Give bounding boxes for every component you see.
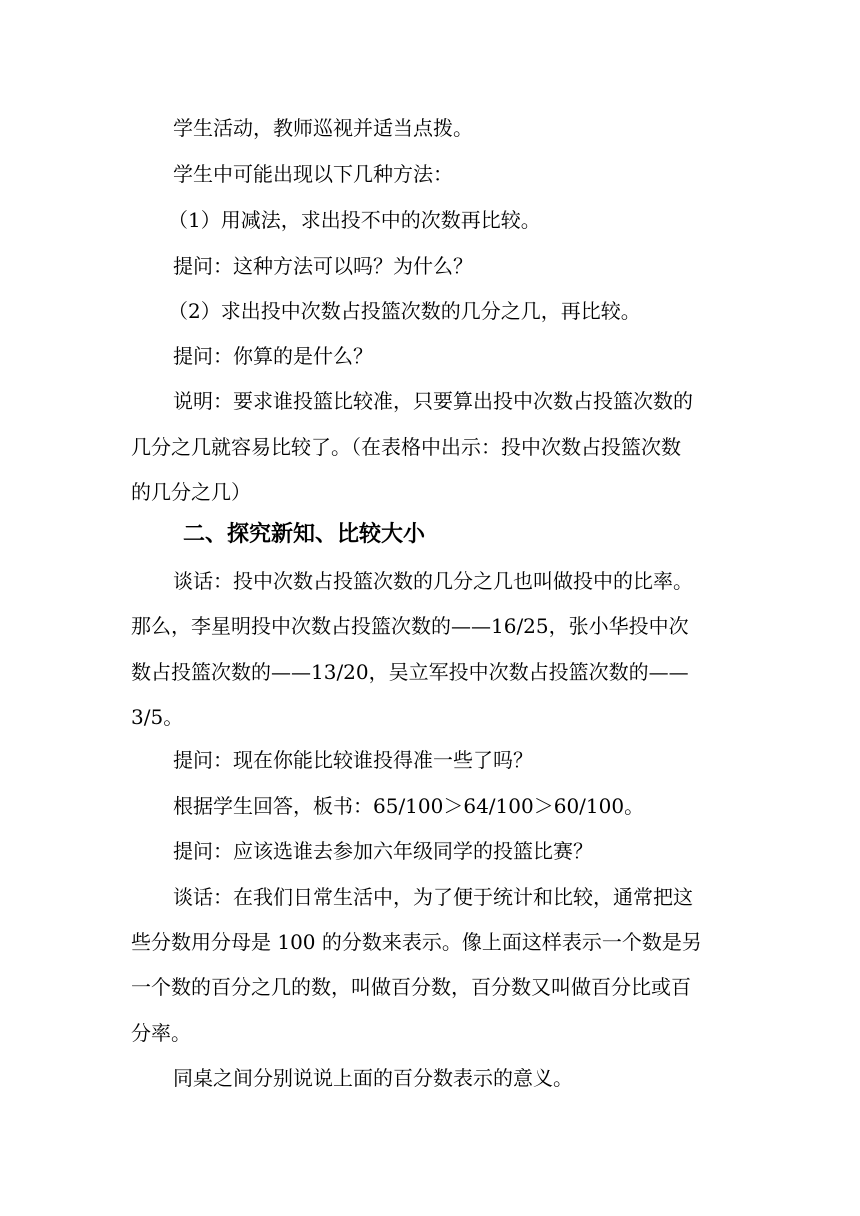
paragraph-ratio-line-1: 谈话：投中次数占投篮次数的几分之几也叫做投中的比率。	[173, 569, 693, 593]
section-heading: 二、探究新知、比较大小	[183, 522, 426, 547]
paragraph-board-writing: 根据学生回答，板书：65/100＞64/100＞60/100。	[173, 794, 645, 818]
paragraph-student-activity: 学生活动，教师巡视并适当点拨。	[173, 116, 473, 140]
paragraph-method-2: （2）求出投中次数占投篮次数的几分之几，再比较。	[168, 299, 641, 323]
paragraph-method-1: （1）用减法，求出投不中的次数再比较。	[168, 208, 541, 232]
paragraph-ratio-line-4: 3/5。	[131, 705, 184, 729]
paragraph-percent-line-4: 分率。	[131, 1021, 191, 1045]
paragraph-question-1: 提问：这种方法可以吗？为什么？	[173, 254, 473, 278]
paragraph-possible-methods: 学生中可能出现以下几种方法：	[173, 162, 453, 186]
paragraph-explanation-line-3: 的几分之几）	[131, 480, 251, 504]
paragraph-explanation-line-1: 说明：要求谁投篮比较准，只要算出投中次数占投篮次数的	[173, 389, 693, 413]
paragraph-pair-discussion: 同桌之间分别说说上面的百分数表示的意义。	[173, 1066, 573, 1090]
paragraph-ratio-line-2: 那么，李星明投中次数占投篮次数的——16/25，张小华投中次	[131, 614, 689, 638]
paragraph-question-2: 提问：你算的是什么？	[173, 344, 373, 368]
paragraph-question-3: 提问：现在你能比较谁投得准一些了吗？	[173, 748, 533, 772]
paragraph-ratio-line-3: 数占投篮次数的——13/20，吴立军投中次数占投篮次数的——	[131, 660, 689, 684]
paragraph-explanation-line-2: 几分之几就容易比较了。（在表格中出示：投中次数占投篮次数	[131, 435, 681, 459]
paragraph-percent-line-3: 一个数的百分之几的数，叫做百分数，百分数又叫做百分比或百	[131, 975, 691, 999]
paragraph-question-4: 提问：应该选谁去参加六年级同学的投篮比赛？	[173, 839, 593, 863]
paragraph-percent-line-2: 些分数用分母是 100 的分数来表示。像上面这样表示一个数是另	[131, 930, 702, 954]
paragraph-percent-line-1: 谈话：在我们日常生活中，为了便于统计和比较，通常把这	[173, 885, 693, 909]
